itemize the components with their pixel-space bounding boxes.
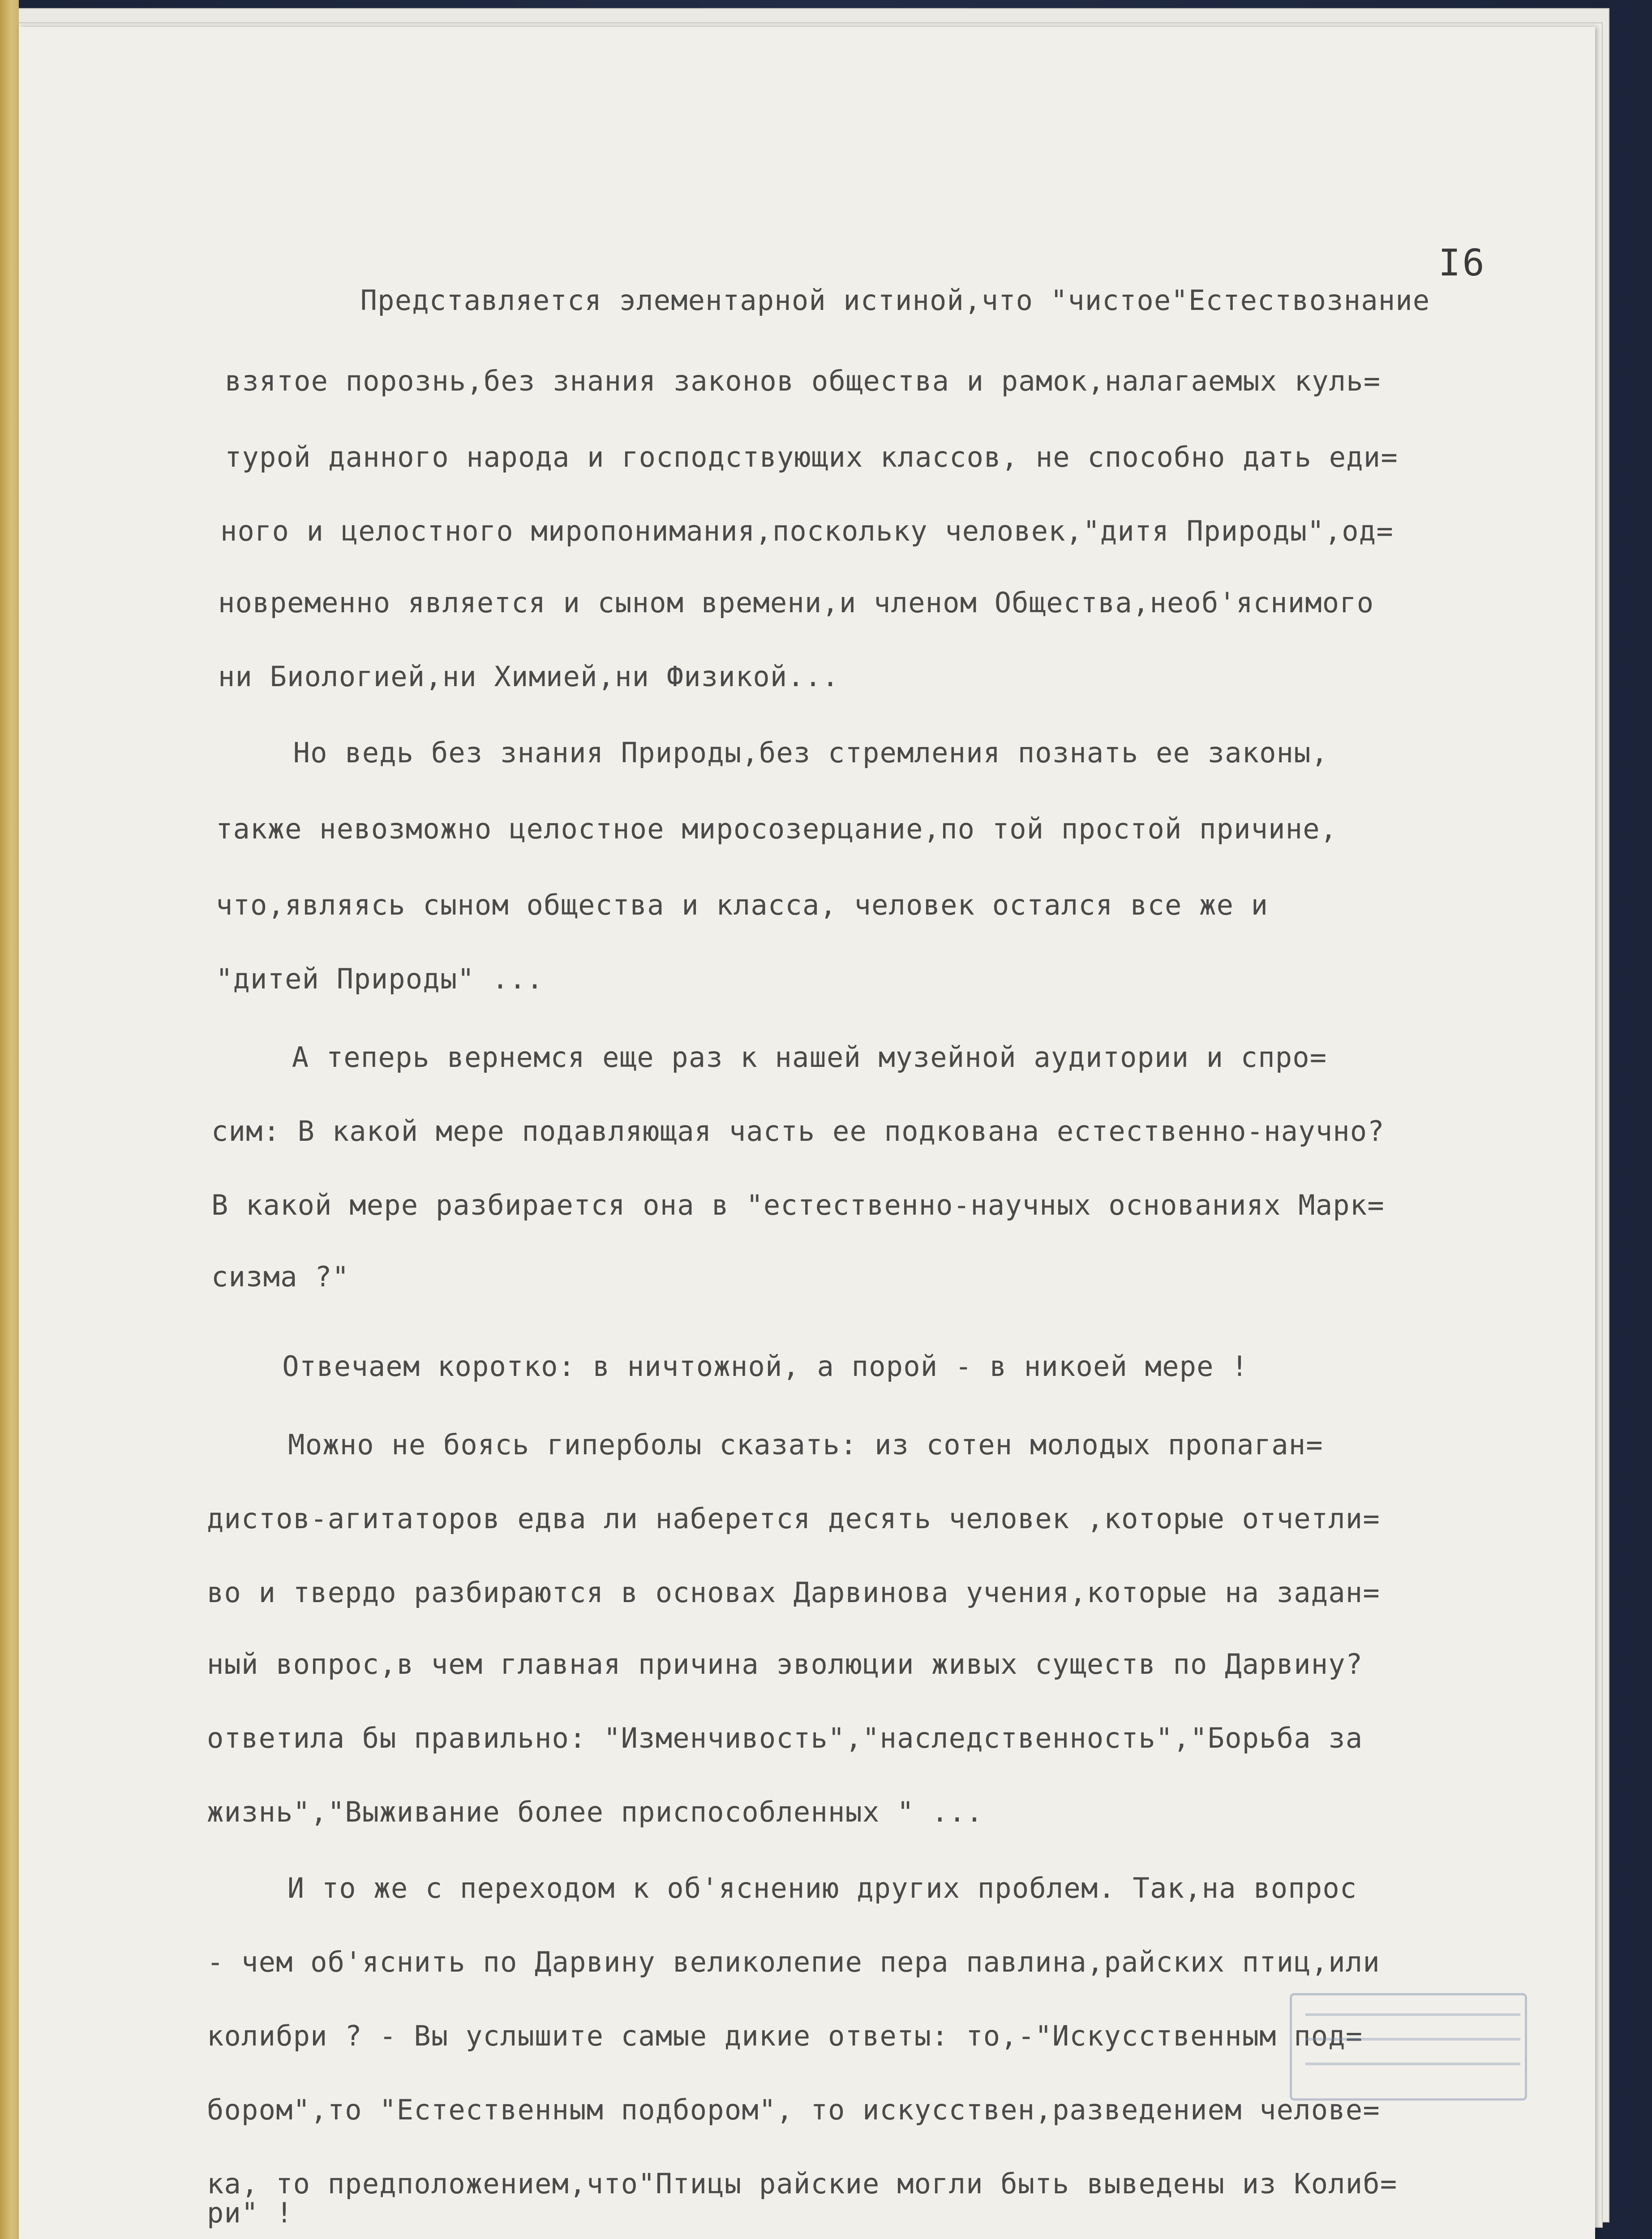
stamp-mark [1305,2038,1520,2041]
text-line: колибри ? - Вы услышите самые дикие ответы: то,-"Искусственным под= [207,2020,1363,2052]
text-line: ответила бы правильно: "Изменчивость","наследственность","Борьба за [207,1722,1363,1754]
text-line: А теперь вернемся еще раз к нашей музейной аудитории и спро= [171,1041,1327,1074]
text-line: ри" ! [207,2196,293,2229]
typewritten-page [19,27,1595,2239]
text-line: И то же с переходом к об'яснению других проблем. Так,на вопрос [167,1872,1357,1904]
text-line: Представляется элементарной истиной,что "чистое"Естествознание [274,284,1430,317]
text-line: турой данного народа и господствующих классов, не способно дать еди= [225,441,1398,473]
text-line: также невозможно целостное миросозерцание,по той простой причине, [216,812,1338,845]
page-number: I6 [1438,242,1486,284]
binding-strip [0,0,19,2239]
text-line: ка, то предположением,что"Птицы райские могли быть выведены из Колиб= [207,2167,1398,2200]
text-line: В какой мере разбирается она в "естественно-научных основаниях Марк= [211,1189,1385,1221]
text-line: бором",то "Естественным подбором", то искусствен,разведением челове= [207,2093,1380,2126]
text-line: сизма ?" [211,1260,350,1293]
text-line: во и твердо разбираются в основах Дарвинова учения,которые на задан= [207,1576,1380,1609]
text-line: дистов-агитаторов едва ли наберется десять человек ,которые отчетли= [207,1502,1380,1535]
text-line: новременно является и сыном времени,и членом Общества,необ'яснимого [218,586,1374,619]
text-line: ного и целостного миропонимания,поскольку человек,"дитя Природы",од= [220,515,1394,547]
text-line: ный вопрос,в чем главная причина эволюции живых существ по Дарвину? [207,1648,1363,1680]
text-line: - чем об'яснить по Дарвину великолепие пера павлина,райских птиц,или [207,1946,1380,1978]
text-line: жизнь","Выживание более приспособленных " ... [207,1796,983,1828]
archive-stamp [1290,1993,1527,2101]
text-line: взятое порознь,без знания законов общества и рамок,налагаемых куль= [225,365,1381,397]
text-line: Отвечаем коротко: в ничтожной, а порой - в никоей мере ! [144,1350,1249,1383]
text-line: Можно не боясь гиперболы сказать: из сотен молодых пропаган= [185,1428,1323,1461]
text-line: сим: В какой мере подавляющая часть ее подкована естественно-научно? [211,1115,1385,1147]
stamp-mark [1305,2063,1520,2065]
text-line: ни Биологией,ни Химией,ни Физикой... [218,660,839,693]
text-line: Но ведь без знания Природы,без стремления познать ее законы, [207,736,1329,769]
stamp-mark [1305,2013,1520,2016]
text-line: "дитей Природы" ... [216,963,544,995]
text-line: что,являясь сыном общества и класса, человек остался все же и [216,889,1269,921]
